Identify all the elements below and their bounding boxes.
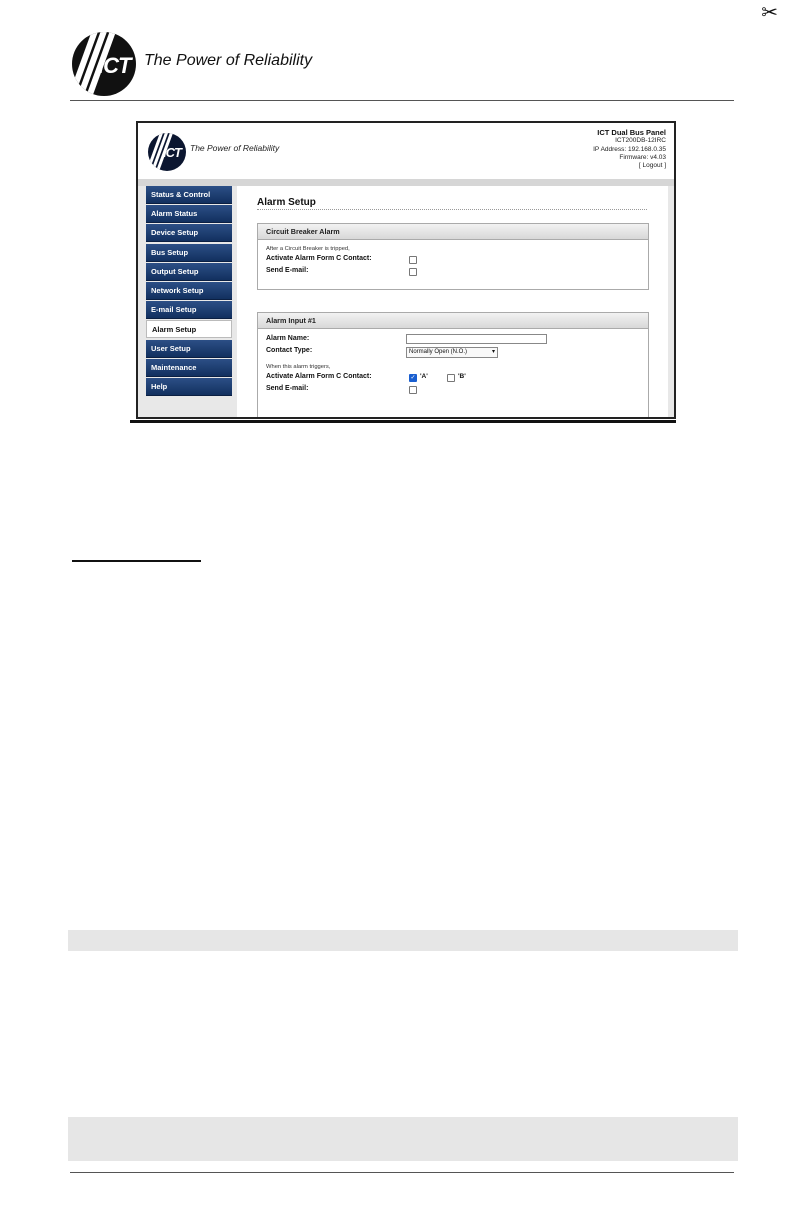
- scissor-icon: ✂: [761, 2, 778, 24]
- breaker-email-label: Send E-mail:: [266, 267, 309, 274]
- chevron-down-icon: ▾: [491, 349, 495, 355]
- firmware-version: Firmware: v4.03: [619, 153, 666, 161]
- input-email-checkbox[interactable]: [409, 386, 417, 394]
- alarm-name-input[interactable]: [406, 334, 547, 344]
- title-divider: [257, 209, 647, 210]
- panel-heading: Circuit Breaker Alarm: [258, 224, 648, 240]
- circuit-breaker-panel: [257, 223, 649, 290]
- ip-address: IP Address: 192.168.0.35: [593, 145, 666, 153]
- page-title: Alarm Setup: [257, 197, 316, 208]
- nav-item-alarm-setup[interactable]: Alarm Setup: [146, 320, 232, 338]
- footer-divider: [70, 1172, 734, 1173]
- nav-item-bus-setup[interactable]: Bus Setup: [146, 244, 232, 262]
- contact-type-value: Normally Open (N.O.): [409, 349, 468, 355]
- shaded-box: [68, 1117, 738, 1161]
- trigger-note: When this alarm triggers,: [266, 364, 331, 370]
- nav-item-maintenance[interactable]: Maintenance: [146, 359, 232, 377]
- breaker-activate-checkbox[interactable]: [409, 256, 417, 264]
- product-name: ICT Dual Bus Panel: [597, 128, 666, 137]
- document-tagline: The Power of Reliability: [144, 52, 313, 69]
- contact-type-label: Contact Type:: [266, 347, 313, 354]
- contact-type-select[interactable]: [406, 347, 498, 358]
- contact-a-checkbox[interactable]: ✓: [410, 375, 416, 381]
- app-logo-text: ICT: [163, 145, 181, 160]
- panel-heading: Alarm Input #1: [258, 313, 648, 329]
- model-number: ICT200DB-12IRC: [615, 137, 666, 145]
- nav-item-user-setup[interactable]: User Setup: [146, 340, 232, 358]
- logout-link[interactable]: [ Logout ]: [638, 162, 666, 170]
- app-header: [138, 123, 674, 179]
- shaded-bar: [68, 930, 738, 951]
- device-info: [593, 129, 666, 170]
- input-activate-label: Activate Alarm Form C Contact:: [266, 373, 372, 380]
- main-content: [237, 186, 668, 419]
- alarm-name-label: Alarm Name:: [266, 335, 310, 342]
- nav-item-status-control[interactable]: Status & Control: [146, 186, 232, 204]
- alarm-setup-screenshot: [136, 121, 676, 419]
- breaker-note: After a Circuit Breaker is tripped,: [266, 246, 350, 252]
- alarm-input-1-panel: [257, 312, 649, 419]
- input-email-label: Send E-mail:: [266, 385, 309, 392]
- logo-text: ICT: [98, 53, 131, 78]
- ict-logo: [72, 32, 136, 96]
- contact-a-label: 'A': [420, 373, 428, 380]
- nav-item-email-setup[interactable]: E-mail Setup: [146, 301, 232, 319]
- app-logo: [148, 133, 186, 171]
- screenshot-underline: [130, 420, 676, 423]
- nav-item-device-setup[interactable]: Device Setup: [146, 224, 232, 242]
- header-divider: [70, 100, 734, 101]
- contact-b-label: 'B': [458, 373, 466, 380]
- breaker-activate-label: Activate Alarm Form C Contact:: [266, 255, 372, 262]
- sidebar-nav: [146, 186, 232, 397]
- nav-item-network-setup[interactable]: Network Setup: [146, 282, 232, 300]
- document-header: [70, 32, 734, 102]
- nav-item-help[interactable]: Help: [146, 378, 232, 396]
- contact-b-checkbox[interactable]: [447, 374, 455, 382]
- section-heading-underline: [72, 560, 201, 562]
- header-band: [138, 179, 674, 186]
- app-tagline: The Power of Reliability: [190, 143, 280, 153]
- breaker-email-checkbox[interactable]: [409, 268, 417, 276]
- nav-item-alarm-status[interactable]: Alarm Status: [146, 205, 232, 223]
- nav-item-output-setup[interactable]: Output Setup: [146, 263, 232, 281]
